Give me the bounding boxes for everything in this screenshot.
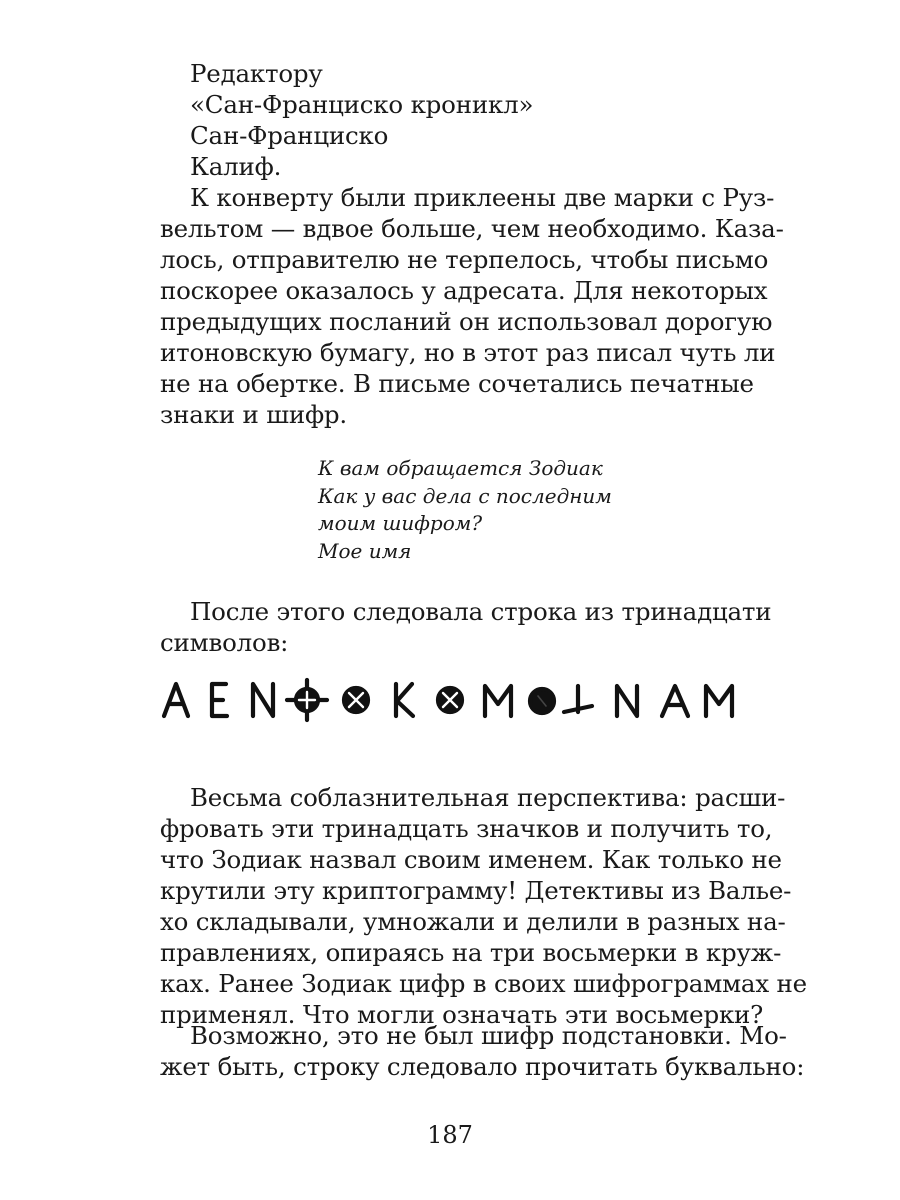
- quote-line: моим шифром?: [318, 511, 483, 535]
- paragraph-decoding: [160, 782, 807, 1030]
- paragraph-line: правлениях, опираясь на три восьмерки в круж-: [160, 938, 782, 967]
- page-number: 187: [427, 1121, 473, 1149]
- cipher-letter-k: [396, 684, 413, 716]
- paragraph-line: лось, отправителю не терпелось, чтобы письмо: [160, 245, 769, 274]
- paragraph-symbols-intro: [160, 596, 772, 658]
- cipher-symbols-svg: [160, 676, 740, 724]
- filled-circle-icon: [530, 689, 554, 713]
- paragraph-line: поскорее оказалось у адресата. Для некоторых: [160, 276, 768, 305]
- paragraph-line: вельтом — вдвое больше, чем необходимо. Каза-: [160, 214, 784, 243]
- quote-line: Мое имя: [318, 538, 412, 563]
- quote-line: К вам обращается Зодиак: [318, 456, 603, 480]
- inverted-t-symbol-icon: [564, 686, 592, 712]
- paragraph-line: хо складывали, умножали и делили в разных на-: [160, 907, 786, 936]
- paragraph-envelope: [160, 182, 784, 430]
- paragraph-line: Весьма соблазнительная перспектива: расши-: [190, 783, 786, 812]
- paragraph-line: жет быть, строку следовало прочитать буквально:: [160, 1052, 805, 1081]
- circled-eight-icon: [344, 688, 368, 712]
- paragraph-line: не на обертке. В письме сочетались печатные: [160, 369, 754, 398]
- cipher-letter-n: [253, 684, 273, 716]
- circled-eight-icon: [438, 688, 462, 712]
- address-block: [160, 58, 733, 182]
- paragraph-line: предыдущих посланий он использовал дорогую: [160, 307, 773, 336]
- cipher-letter-e: [212, 684, 227, 716]
- cipher-letter-m: [706, 686, 732, 716]
- cipher-letter-a: [662, 686, 688, 716]
- address-line: Сан-Франциско: [190, 121, 389, 150]
- paragraph-line: знаки и шифр.: [160, 400, 347, 429]
- paragraph-line: итоновскую бумагу, но в этот раз писал чуть ли: [160, 338, 776, 367]
- target-symbol-icon: [287, 680, 327, 720]
- paragraph-line: К конверту были приклеены две марки с Руз-: [190, 183, 775, 212]
- paragraph-substitution: [160, 1020, 805, 1082]
- paragraph-line: Возможно, это не был шифр подстановки. Мо-: [190, 1021, 787, 1050]
- quote-line: Как у вас дела с последним: [318, 483, 612, 508]
- address-line: Редактору: [190, 59, 323, 88]
- address-line: Калиф.: [190, 152, 282, 181]
- paragraph-line: После этого следовала строка из тринадцати: [190, 597, 772, 626]
- cipher-letter-m: [485, 686, 511, 716]
- paragraph-line: крутили эту криптограмму! Детективы из Валье-: [160, 876, 792, 905]
- letter-quote: [318, 455, 612, 565]
- paragraph-line: фровать эти тринадцать значков и получить то,: [160, 814, 773, 843]
- cipher-letter-n: [617, 686, 637, 716]
- paragraph-line: применял. Что могли означать эти восьмерки?: [160, 1000, 764, 1029]
- address-line: «Сан-Франциско кроникл»: [190, 90, 534, 119]
- paragraph-line: символов:: [160, 628, 289, 657]
- paragraph-line: что Зодиак назвал своим именем. Как только не: [160, 845, 782, 874]
- cipher-line-image: [160, 676, 740, 724]
- cipher-letter-a: [164, 684, 188, 716]
- paragraph-line: ках. Ранее Зодиак цифр в своих шифрограммах не: [160, 969, 807, 998]
